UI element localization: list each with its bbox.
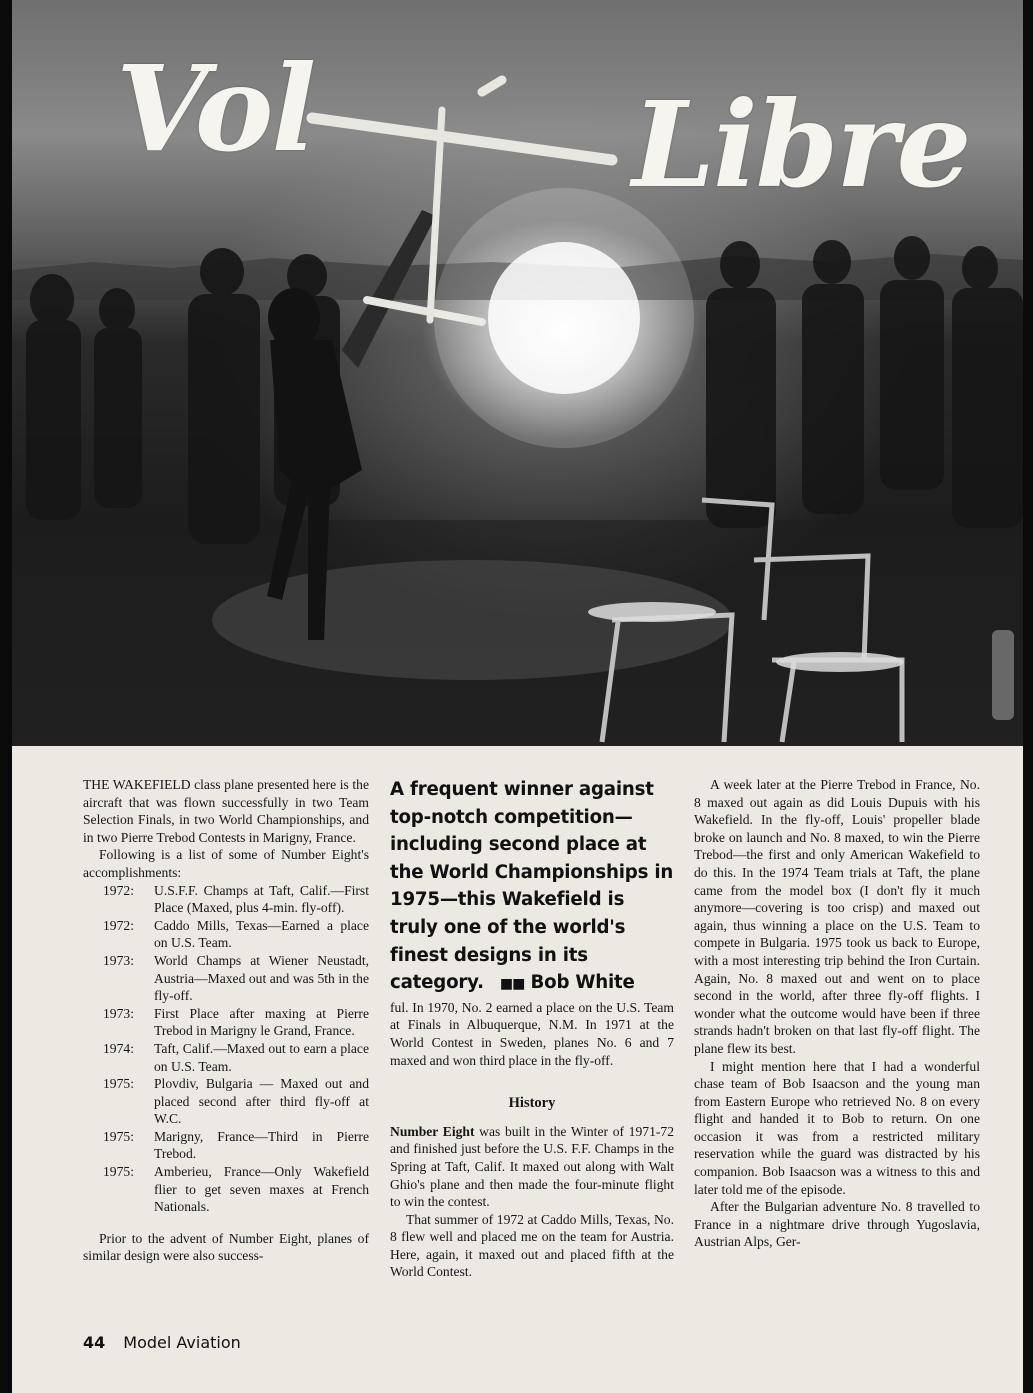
col3-paragraph-2: I might mention here that I had a wonderful chase team of Bob Isaacson and the young man from Eastern Europe who retrieved No. 8 on every flight and handed it to Bob to return. On one occasion it was from a restricted military reservation while the guard was distracted by his companion. Bob Isaacson was a witness to this and later told me of the episode.: [694, 1058, 980, 1197]
list-item: 1972: U.S.F.F. Champs at Taft, Calif.—First Place (Maxed, plus 4-min. fly-off).: [103, 882, 369, 916]
list-item: 1973: World Champs at Wiener Neustadt, Austria—Maxed out and was 5th in the fly-off.: [103, 952, 369, 1004]
list-item: 1973: First Place after maxing at Pierre Trebod in Marigny le Grand, France.: [103, 1005, 369, 1039]
list-item: 1975: Amberieu, France—Only Wakefield flier to get seven maxes at French Nationals.: [103, 1164, 369, 1215]
history-paragraph-1: Number Eight was built in the Winter of 1971-72 and finished just before the U.S. F.F. Champs in the Spring at Taft, Calif. It maxed out along with Walt Ghio's plane and then made the four-minute flight to win the contest.: [390, 1123, 674, 1210]
continued-paragraph: ful. In 1970, No. 2 earned a place on the U.S. Team at Finals in Albuquerque, N.M. In 1971 at the World Contest in Sweden, planes No. 6 and 7 maxed and won third place in the fly-off.: [390, 999, 674, 1068]
page-folio: [83, 1333, 241, 1352]
title-word-vol: Vol: [116, 39, 315, 178]
magazine-page: [12, 0, 1023, 1393]
accomplishments-list: [83, 882, 369, 1216]
list-item: 1975: Marigny, France—Third in Pierre Trebod.: [103, 1128, 369, 1162]
list-item: 1975: Plovdiv, Bulgaria — Maxed out and placed second after third fly-off at W.C.: [103, 1076, 369, 1127]
end-mark-icon: ■■: [499, 976, 525, 993]
column-1: [83, 776, 369, 1265]
column-2: [390, 776, 674, 1281]
page-number: 44: [83, 1333, 106, 1352]
list-intro: Following is a list of some of Number Eight's accomplishments:: [83, 847, 369, 880]
hero-photo: [12, 0, 1023, 746]
lead-blurb: A frequent winner against top-notch competition—including second place at the World Championships in 1975—this Wakefield is truly one of the world's finest designs in its category. ■■ Bob White: [390, 779, 674, 994]
list-item: 1972: Caddo Mills, Texas—Earned a place on U.S. Team.: [103, 917, 369, 951]
col3-paragraph-3: After the Bulgarian adventure No. 8 travelled to France in a nightmare drive through Yugoslavia, Austrian Alps, Ger-: [694, 1199, 980, 1250]
article-body: [12, 746, 1023, 1393]
history-heading: History: [508, 1095, 556, 1112]
author-byline: Bob White: [530, 972, 635, 994]
column-3: [694, 776, 980, 1251]
magazine-name: Model Aviation: [123, 1333, 241, 1352]
title-word-libre: Libre: [632, 75, 970, 214]
col3-paragraph-1: A week later at the Pierre Trebod in France, No. 8 maxed out again as did Louis Dupuis with his Wakefield. In the fly-off, Louis' propeller blade broke on launch and No. 8 maxed, to win the Pierre Trebod—the first and only American Wakefield to do this. In the 1974 Team trials at Taft, the plane came from the model box (I don't fly it much anymore—covering is too crisp) and maxed out again, thus winning a place on the U.S. Team to compete in Bulgaria. 1975 took us back to Europe, with a most interesting trip behind the Iron Curtain. Again, No. 8 maxed out and went on to place second in the world, after three fly-off flights. I wonder what the outcome would have been if three strands hadn't broken on that last fly-off flight. The plane flew its best.: [694, 777, 980, 1056]
history-paragraph-2: That summer of 1972 at Caddo Mills, Texas, No. 8 flew well and placed me on the team for Austria. Here, again, it maxed out and placed fifth at the World Contest.: [390, 1211, 674, 1280]
list-item: 1974: Taft, Calif.—Maxed out to earn a place on U.S. Team.: [103, 1040, 369, 1074]
intro-paragraph: THE WAKEFIELD class plane presented here is the aircraft that was flown successfully in two Team Selection Finals, in two World Championships, and in two Pierre Trebod Contests in Marigny, France.: [83, 777, 369, 845]
prior-paragraph: Prior to the advent of Number Eight, planes of similar design were also success-: [83, 1230, 369, 1264]
